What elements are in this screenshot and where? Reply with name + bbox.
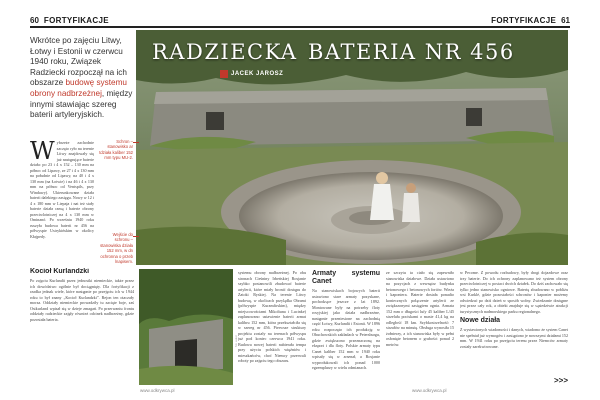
bunker-entrance-illustration — [139, 269, 233, 385]
photo-credit: fot. autor — [234, 335, 238, 347]
left-page-header — [30, 14, 109, 26]
subhead-nowe-dziala: Nowe działa — [460, 317, 501, 324]
body-column-4 — [312, 270, 380, 386]
author-name: JACEK JAROSZ — [231, 71, 284, 77]
caption-2-line — [133, 236, 139, 237]
author-marker-icon — [220, 70, 228, 78]
body-column-5 — [386, 270, 454, 386]
body-column-1b — [30, 268, 134, 386]
body-column-3 — [238, 270, 306, 386]
right-footer-url[interactable]: www.odkrywca.pl — [412, 388, 447, 393]
body-column-6 — [460, 270, 568, 374]
main-photo-bunker — [136, 30, 568, 265]
col6-paragraph: w Pecome. Z powodu rozbudowy, były drogi dojazdowe oraz trzy baterie. Do ich ochrony zaplanowano też system obrony przeciwlotniczej w postaci dwóch działek. Do dziś zachowało się tylko jedno stanowisko ogniowe. Baterię zbudowano w pobliżu wsi Karklė, gdzie pozostałości schronów i kaponier możemy odwiedzać po dziś dzień w sposób wolny. Zwiedzanie dostępne jest przez cały rok, a obiekt znajduje się w sąsiedztwie atrakcji turystycznych nadmorskiego parku regionalnego. — [460, 270, 568, 314]
col5-paragraph: ze szczytu ta ciało się zapewniło stanowiska działowe. Działa ustawiono na pozycjach z wewnątrz budynku betonowego i betonowych fortów. Wieża i kaponiera. Baterie dostała ponadto koniecznych połączenie artylerii ze zwiększonymi zasięgiem ognia. Armata 152 mm o długości lufy 45 kaliber L/45 strzelała pociskami o masie 41,4 kg na odległość 18 km. Szybkostrzelność: 7 strzałów na minutę. Obsługa wynosiła 15 żołnierzy, a ich stanowiska były w pełni osłonięte betonem o grubości ponad 2 metrów. — [386, 270, 454, 347]
col3-paragraph: systemu obrony nadbrzeżnej. Po obu stronach Cieśniny Irbeńskiej Rosjanie szybko postanowili zbudować baterie artylerii, które miały bronić dostępu do Zatoki Ryskiej. Na terenie Litwy budowę, w okolicach przylądka Obrami (półwyspie Kuramfirskim), między miejscowościami Mikoltuna i Lucinke) zaplanowano ustawienie baterii armat kalibru 152 mm, która przekształciła się w szereg nr 456. Pierwsze struktury projektu zostały na terenach półwyspu już pod koniec czerwca 1941 roku. Budowa nowej baterii nabierała tempa przy użyciu polskich więźniów i mieszkańców, choć Niemcy przerwali roboty po zajęciu tego obszaru. — [238, 270, 306, 363]
article-title-part1: RADZIECKA — [152, 40, 298, 64]
drop-cap: W — [30, 140, 55, 165]
col1-paragraph: ybrzeże zachodnie zaczęto ryło na terenie Litwy znajdowały się już następujące baterie działa: po 23 i 4 x 152 – 130 mm na północ od Lipawy, ze 27 i 4 x 130 mm na południe od Lipawy, na 40 i 4 x 130 mm (na Łotwie) i na 46 i 4 x 130 mm na północ od Ventspils, przy Windawy). Ukierunkowane działa baterii dalekiego zasięgu. Nowy w 12 i 4 x 180 mm w Liepaja i nat też stały baterie działa ramą i baterie obrony przeciwlotniczej na 4 x 130 mm w Ominanó. Po wrześniu 1940 roku ruszyła budowa baterii nr 456 na półwyspie Ustrykińskim w okolicy Kłajpedy. — [30, 140, 94, 239]
left-header-rule — [30, 26, 305, 28]
col4-paragraph: Na stanowiskach bojowych baterii ustawiono stare armaty pozyskane, pochodzące jeszcze z lat 1892. Montowane były na potrzeby floty rosyjskiej jako działa nadbrzeżne, następnie przeniesione na zachodnią część Łotwy, Kurlandii i Estonii. W 1896 roku rozpoczęto ich produkcję w Obuchowskich zakładach w Petersburgu, gdzie zwiększono przeznaczoną na eksport i dla floty. Polskie armaty typu Canet kaliber 152 mm w 1940 roku wpisały się w arsenał, a Rosjanie wyprodukowali ich ponad 1000 egzemplarzy w wielu odmianach. — [312, 288, 380, 370]
right-section-title: FORTYFIKACJE — [491, 15, 557, 25]
photo-caption-2: Wejście do schronu – stanowiska działa 152 mm, w dn ochronna o przeb lnapisem. — [100, 232, 133, 265]
left-footer-url[interactable]: www.odkrywca.pl — [140, 388, 175, 393]
intro-lead — [30, 36, 134, 121]
col1b-paragraph: Po zajęciu Kurlandii przez jednostki niemieckie, także przez ich dowództwo ogólnie był dociągnięty. Dla fortyfikacji z rzadka jednak wiele, które następnie po przejęciu ich w 1944 roku to był znany „Kocioł Kurlandzki”. Rejon ten otaczały morza. Oddziały niemieckie prowadziły tu zacięte boje, zaś Ostkurland wpisał się w dzieje zmagań. Po przerwaniu frontu oddziały radzieckie zajęły również odcinek nadbrzeżny, gdzie pozostała bateria. — [30, 278, 134, 322]
intro-highlight: budowę systemu obrony nadbrzeżnej — [30, 78, 127, 98]
bunker-illustration — [136, 30, 568, 265]
left-section-title: FORTYFIKACJE — [43, 15, 109, 25]
subhead-kociol: Kocioł Kurlandzki — [30, 268, 90, 275]
right-page-header — [491, 14, 570, 26]
right-header-rule — [305, 26, 570, 28]
subhead-armaty: Armaty systemu Canet — [312, 270, 380, 285]
right-page-number: 61 — [561, 15, 570, 25]
intro-lead-text: Wkrótce po zajęciu Litwy, Łotwy i Estonii w czerwcu 1940 roku, Związek Radziecki rozpoczął na ich obszarze — [30, 36, 127, 88]
photo-caption-1: Schron – stanowisko ar tdziała kaliber 152 mm typu MU-2. — [99, 139, 133, 161]
author-byline — [220, 70, 283, 78]
bunker-entrance-photo — [139, 269, 233, 385]
col6-paragraph-2: Z wystawionych wiadomości i danych, wiadomo że system Canet nie spełniał już wymogów i zastąpiono je nowszymi działami 152 mm. W 1941 roku po przejęciu terenu przez Niemców armaty zostały zarekwirowane. — [460, 327, 568, 349]
left-page-number: 60 — [30, 15, 39, 25]
intro-lead-end: , między innymi stawiając szereg baterii artyleryjskich. — [30, 88, 133, 120]
body-column-1 — [30, 140, 94, 266]
article-title-part2: BATERIA NR 456 — [308, 40, 515, 64]
continue-arrows: >>> — [553, 376, 568, 385]
caption-1-line — [133, 142, 139, 143]
